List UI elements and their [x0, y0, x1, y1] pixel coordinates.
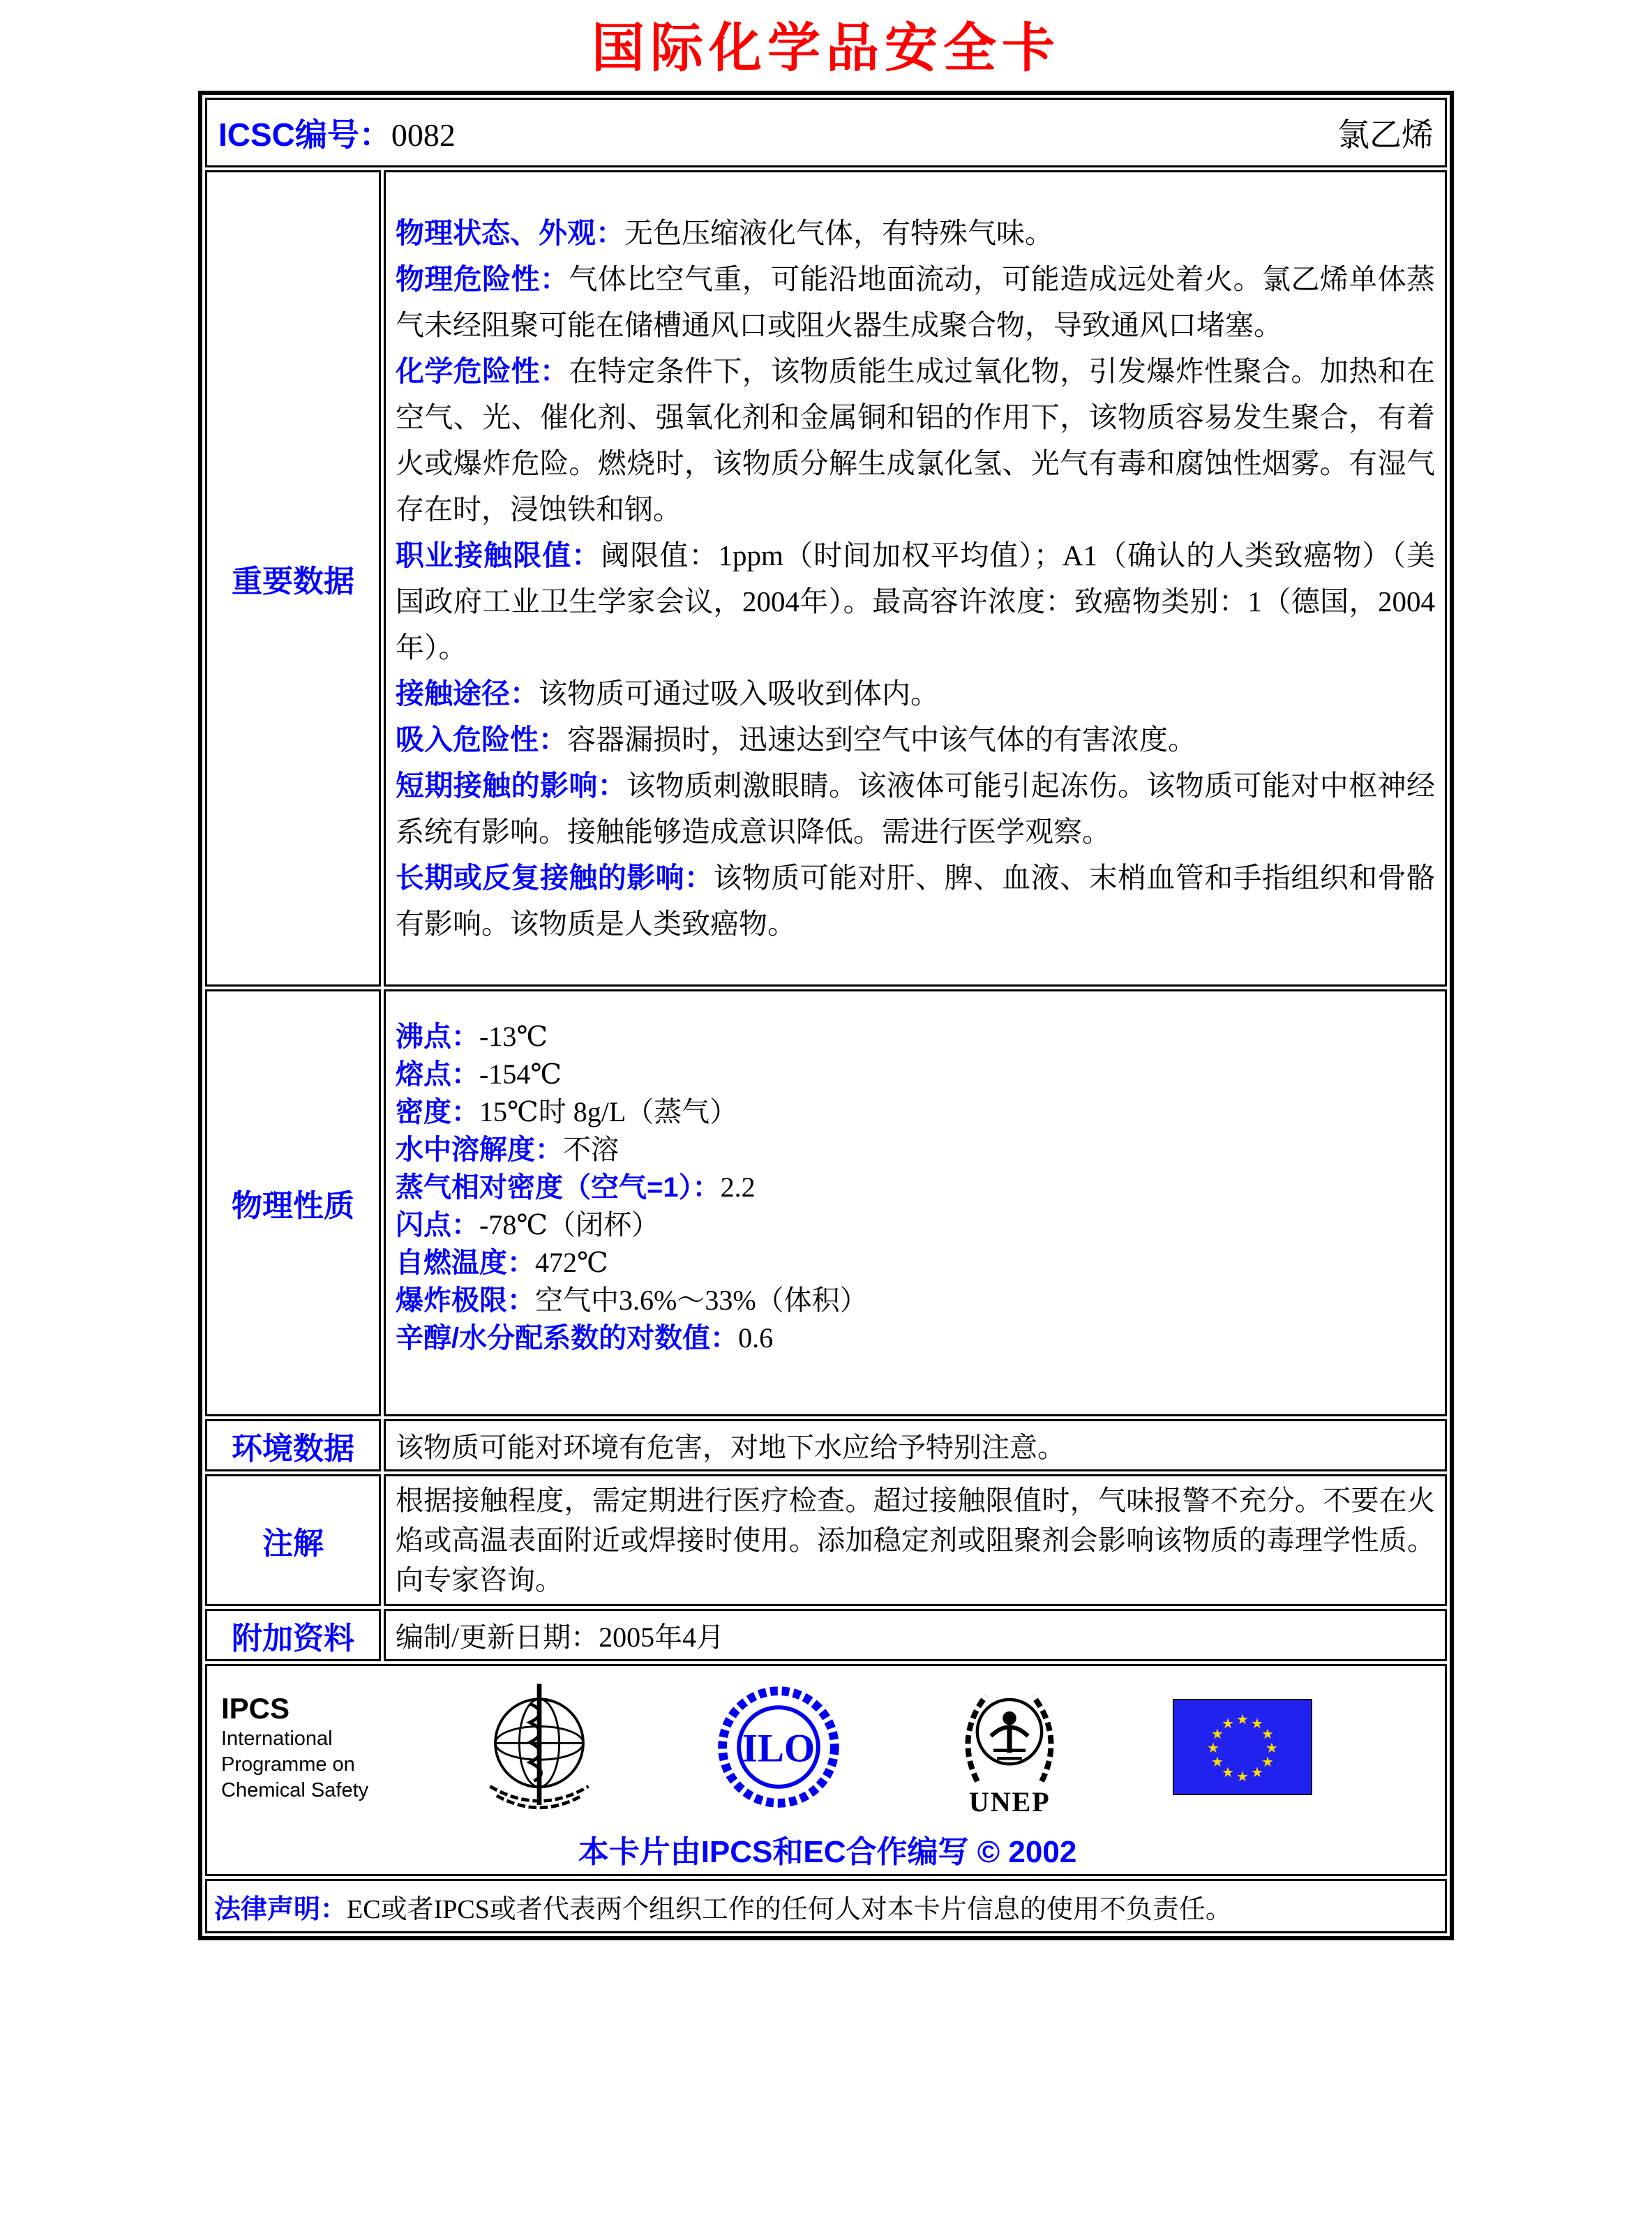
svg-text:★: ★: [1207, 1739, 1219, 1756]
ipcs-title: IPCS: [221, 1691, 290, 1725]
icsc-card-table: [198, 91, 1454, 1940]
important-data-content: [384, 170, 1447, 987]
property-line: 熔点：-154℃: [396, 1058, 562, 1090]
who-logo-icon: [470, 1674, 609, 1820]
property-line: 辛醇/水分配系数的对数值：0.6: [396, 1322, 774, 1354]
icsc-number: [218, 110, 456, 156]
svg-text:★: ★: [1211, 1725, 1224, 1742]
property-line: 自燃温度：472℃: [396, 1247, 608, 1278]
additional-info-content: [384, 1609, 1447, 1661]
copyright-year: © 2002: [977, 1835, 1077, 1869]
page-title: 国际化学品安全卡: [592, 20, 1060, 78]
svg-text:★: ★: [1222, 1715, 1234, 1732]
ilo-letters: ILO: [742, 1726, 815, 1771]
property-line: 水中溶解度：不溶: [396, 1134, 619, 1165]
important-item: 职业接触限值：阈限值：1ppm（时间加权平均值）；A1（确认的人类致癌物）（美国政府工业卫生学家会议，2004年）。最高容许浓度：致癌物类别：1（德国，2004年）。: [396, 539, 1436, 664]
icsc-number-value: 0082: [391, 117, 456, 153]
svg-text:★: ★: [1211, 1753, 1224, 1770]
property-line: 爆炸极限：空气中3.6%～33%（体积）: [396, 1284, 868, 1316]
physical-properties-content: [384, 989, 1447, 1416]
important-item: 吸入危险性：容器漏损时，迅速达到空气中该气体的有害浓度。: [396, 724, 1196, 756]
property-line: 蒸气相对密度（空气=1）：2.2: [396, 1171, 756, 1203]
important-item: 接触途径：该物质可通过吸入吸收到体内。: [396, 677, 939, 710]
section-label-physical-properties: 物理性质: [205, 989, 381, 1416]
important-item: 物理状态、外观：无色压缩液化气体，有特殊气味。: [396, 217, 1053, 249]
notes-content: 根据接触程度，需定期进行医疗检查。超过接触限值时，气味报警不充分。不要在火焰或高温表面附近或焊接时使用。添加稳定剂或阻聚剂会影响该物质的毒理学性质。向专家咨询。: [384, 1474, 1447, 1606]
additional-info-row: [205, 1609, 1447, 1661]
section-label-notes: 注解: [205, 1474, 381, 1606]
ilo-logo-icon: [710, 1679, 847, 1815]
logo-row: [217, 1672, 1438, 1820]
copyright-line: 本卡片由IPCS和EC合作编写 © 2002: [578, 1835, 1077, 1869]
important-item: 短期接触的影响：该物质刺激眼睛。该液体可能引起冻伤。该物质可能对中枢神经系统有影响。接触能够造成意识降低。需进行医学观察。: [396, 770, 1436, 848]
property-line: 闪点：-78℃（闭杯）: [396, 1209, 660, 1241]
unep-label: UNEP: [968, 1786, 1051, 1818]
legal-text: EC或者IPCS或者代表两个组织工作的任何人对本卡片信息的使用不负责任。: [347, 1894, 1232, 1924]
eu-flag-icon: [1173, 1699, 1312, 1795]
legal-row: [205, 1879, 1447, 1933]
physical-properties-row: [205, 989, 1447, 1416]
unep-logo-icon: [947, 1677, 1072, 1817]
property-line: 沸点：-13℃: [396, 1021, 548, 1052]
legal-label: 法律声明：: [214, 1894, 347, 1924]
environmental-data-content: 该物质可能对环境有危害，对地下水应给予特别注意。: [384, 1419, 1447, 1471]
chemical-name: 氯乙烯: [1337, 117, 1434, 153]
svg-text:★: ★: [1251, 1715, 1263, 1732]
ipcs-text-block: IPCS International Programme on Chemical Safety: [221, 1691, 369, 1801]
property-line: 密度：15℃时 8g/L（蒸气）: [396, 1096, 738, 1127]
svg-text:★: ★: [1251, 1764, 1263, 1781]
svg-text:★: ★: [1222, 1764, 1234, 1781]
important-data-row: [205, 170, 1447, 987]
environmental-data-row: [205, 1419, 1447, 1471]
svg-text:★: ★: [1261, 1725, 1274, 1742]
important-item: 长期或反复接触的影响：该物质可能对肝、脾、血液、末梢血管和手指组织和骨骼有影响。该物质是人类致癌物。: [396, 862, 1436, 940]
svg-text:★: ★: [1261, 1753, 1274, 1770]
icsc-number-label: ICSC编号：: [218, 117, 391, 153]
update-date-label: 编制/更新日期：: [396, 1621, 599, 1653]
section-label-environmental-data: 环境数据: [205, 1419, 381, 1471]
footer-logos-row: [205, 1664, 1447, 1876]
legal-content: [205, 1879, 1447, 1933]
section-label-additional-info: 附加资料: [205, 1609, 381, 1661]
update-date-value: 2005年4月: [599, 1621, 725, 1653]
important-item: 物理危险性：气体比空气重，可能沿地面流动，可能造成远处着火。氯乙烯单体蒸气未经阻聚可能在储槽通风口或阻火器生成聚合物，导致通风口堵塞。: [396, 263, 1436, 341]
svg-text:★: ★: [1266, 1739, 1278, 1756]
svg-text:★: ★: [1236, 1711, 1249, 1728]
section-label-important-data: 重要数据: [205, 170, 381, 987]
important-item: 化学危险性：在特定条件下，该物质能生成过氧化物，引发爆炸性聚合。加热和在空气、光、催化剂、强氧化剂和金属铜和铝的作用下，该物质容易发生聚合，有着火或爆炸危险。燃烧时，该物质分解生成氯化氢、光气有毒和腐蚀性烟雾。有湿气存在时，浸蚀铁和钢。: [396, 355, 1436, 525]
header-row: [205, 98, 1447, 167]
svg-text:★: ★: [1236, 1768, 1249, 1785]
notes-row: [205, 1474, 1447, 1606]
